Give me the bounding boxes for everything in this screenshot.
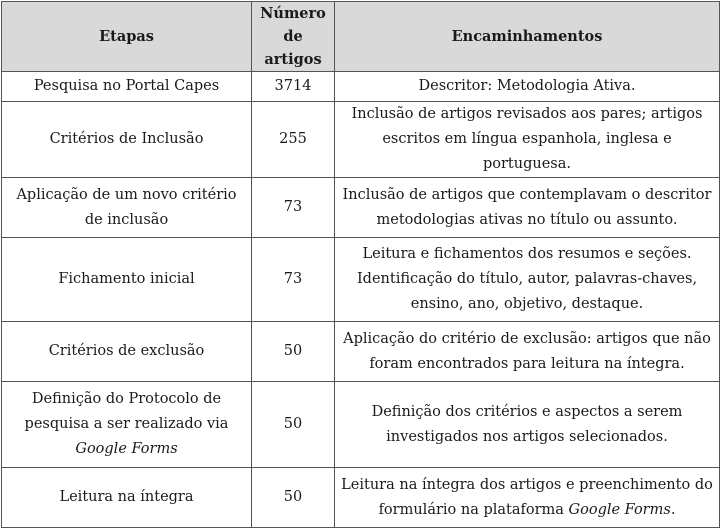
table-row [2,382,720,468]
table-row [2,178,720,238]
cell-numero: 50 [252,322,335,382]
cell-encaminhamento-suffix: . [670,501,676,518]
header-etapas: Etapas [2,2,252,72]
cell-etapa-text: Definição do Protocolo de pesquisa a ser realizado via [24,391,229,432]
cell-encaminhamento: Descritor: Metodologia Ativa. [335,72,720,102]
header-numero-line2: de artigos [264,28,322,68]
cell-etapa: Leitura na íntegra [2,468,252,528]
cell-numero: 255 [252,102,335,178]
cell-numero: 50 [252,382,335,468]
cell-encaminhamento: Definição dos critérios e aspectos a serem investigados nos artigos selecionados. [335,382,720,468]
table-row [2,102,720,178]
cell-etapa: Pesquisa no Portal Capes [2,72,252,102]
cell-encaminhamento: Aplicação do critério de exclusão: artigos que não foram encontrados para leitura na íntegra. [335,322,720,382]
header-numero-line1: Número [260,5,326,22]
cell-encaminhamento: Inclusão de artigos revisados aos pares; artigos escritos em língua espanhola, inglesa e portuguesa. [335,102,720,178]
table-row [2,238,720,322]
cell-encaminhamento-text: Leitura na íntegra dos artigos e preenchimento do formulário na plataforma [341,476,713,518]
header-row [2,2,720,72]
methodology-table [1,1,720,528]
cell-encaminhamento: Inclusão de artigos que contemplavam o descritor metodologias ativas no título ou assunto. [335,178,720,238]
cell-numero: 73 [252,178,335,238]
cell-encaminhamento: Leitura e fichamentos dos resumos e seções. Identificação do título, autor, palavras-chaves, ensino, ano, objetivo, destaque. [335,238,720,322]
cell-numero: 73 [252,238,335,322]
cell-encaminhamento [335,468,720,528]
header-numero-de-artigos [252,2,335,72]
table-row [2,322,720,382]
cell-etapa-italic: Google Forms [75,441,178,457]
cell-numero: 50 [252,468,335,528]
cell-etapa: Critérios de Inclusão [2,102,252,178]
cell-etapa [2,382,252,468]
cell-etapa: Fichamento inicial [2,238,252,322]
cell-etapa: Critérios de exclusão [2,322,252,382]
cell-encaminhamento-italic: Google Forms [568,501,671,518]
table-row [2,72,720,102]
cell-etapa: Aplicação de um novo critério de inclusão [2,178,252,238]
cell-numero: 3714 [252,72,335,102]
header-encaminhamentos: Encaminhamentos [335,2,720,72]
table-row [2,468,720,528]
